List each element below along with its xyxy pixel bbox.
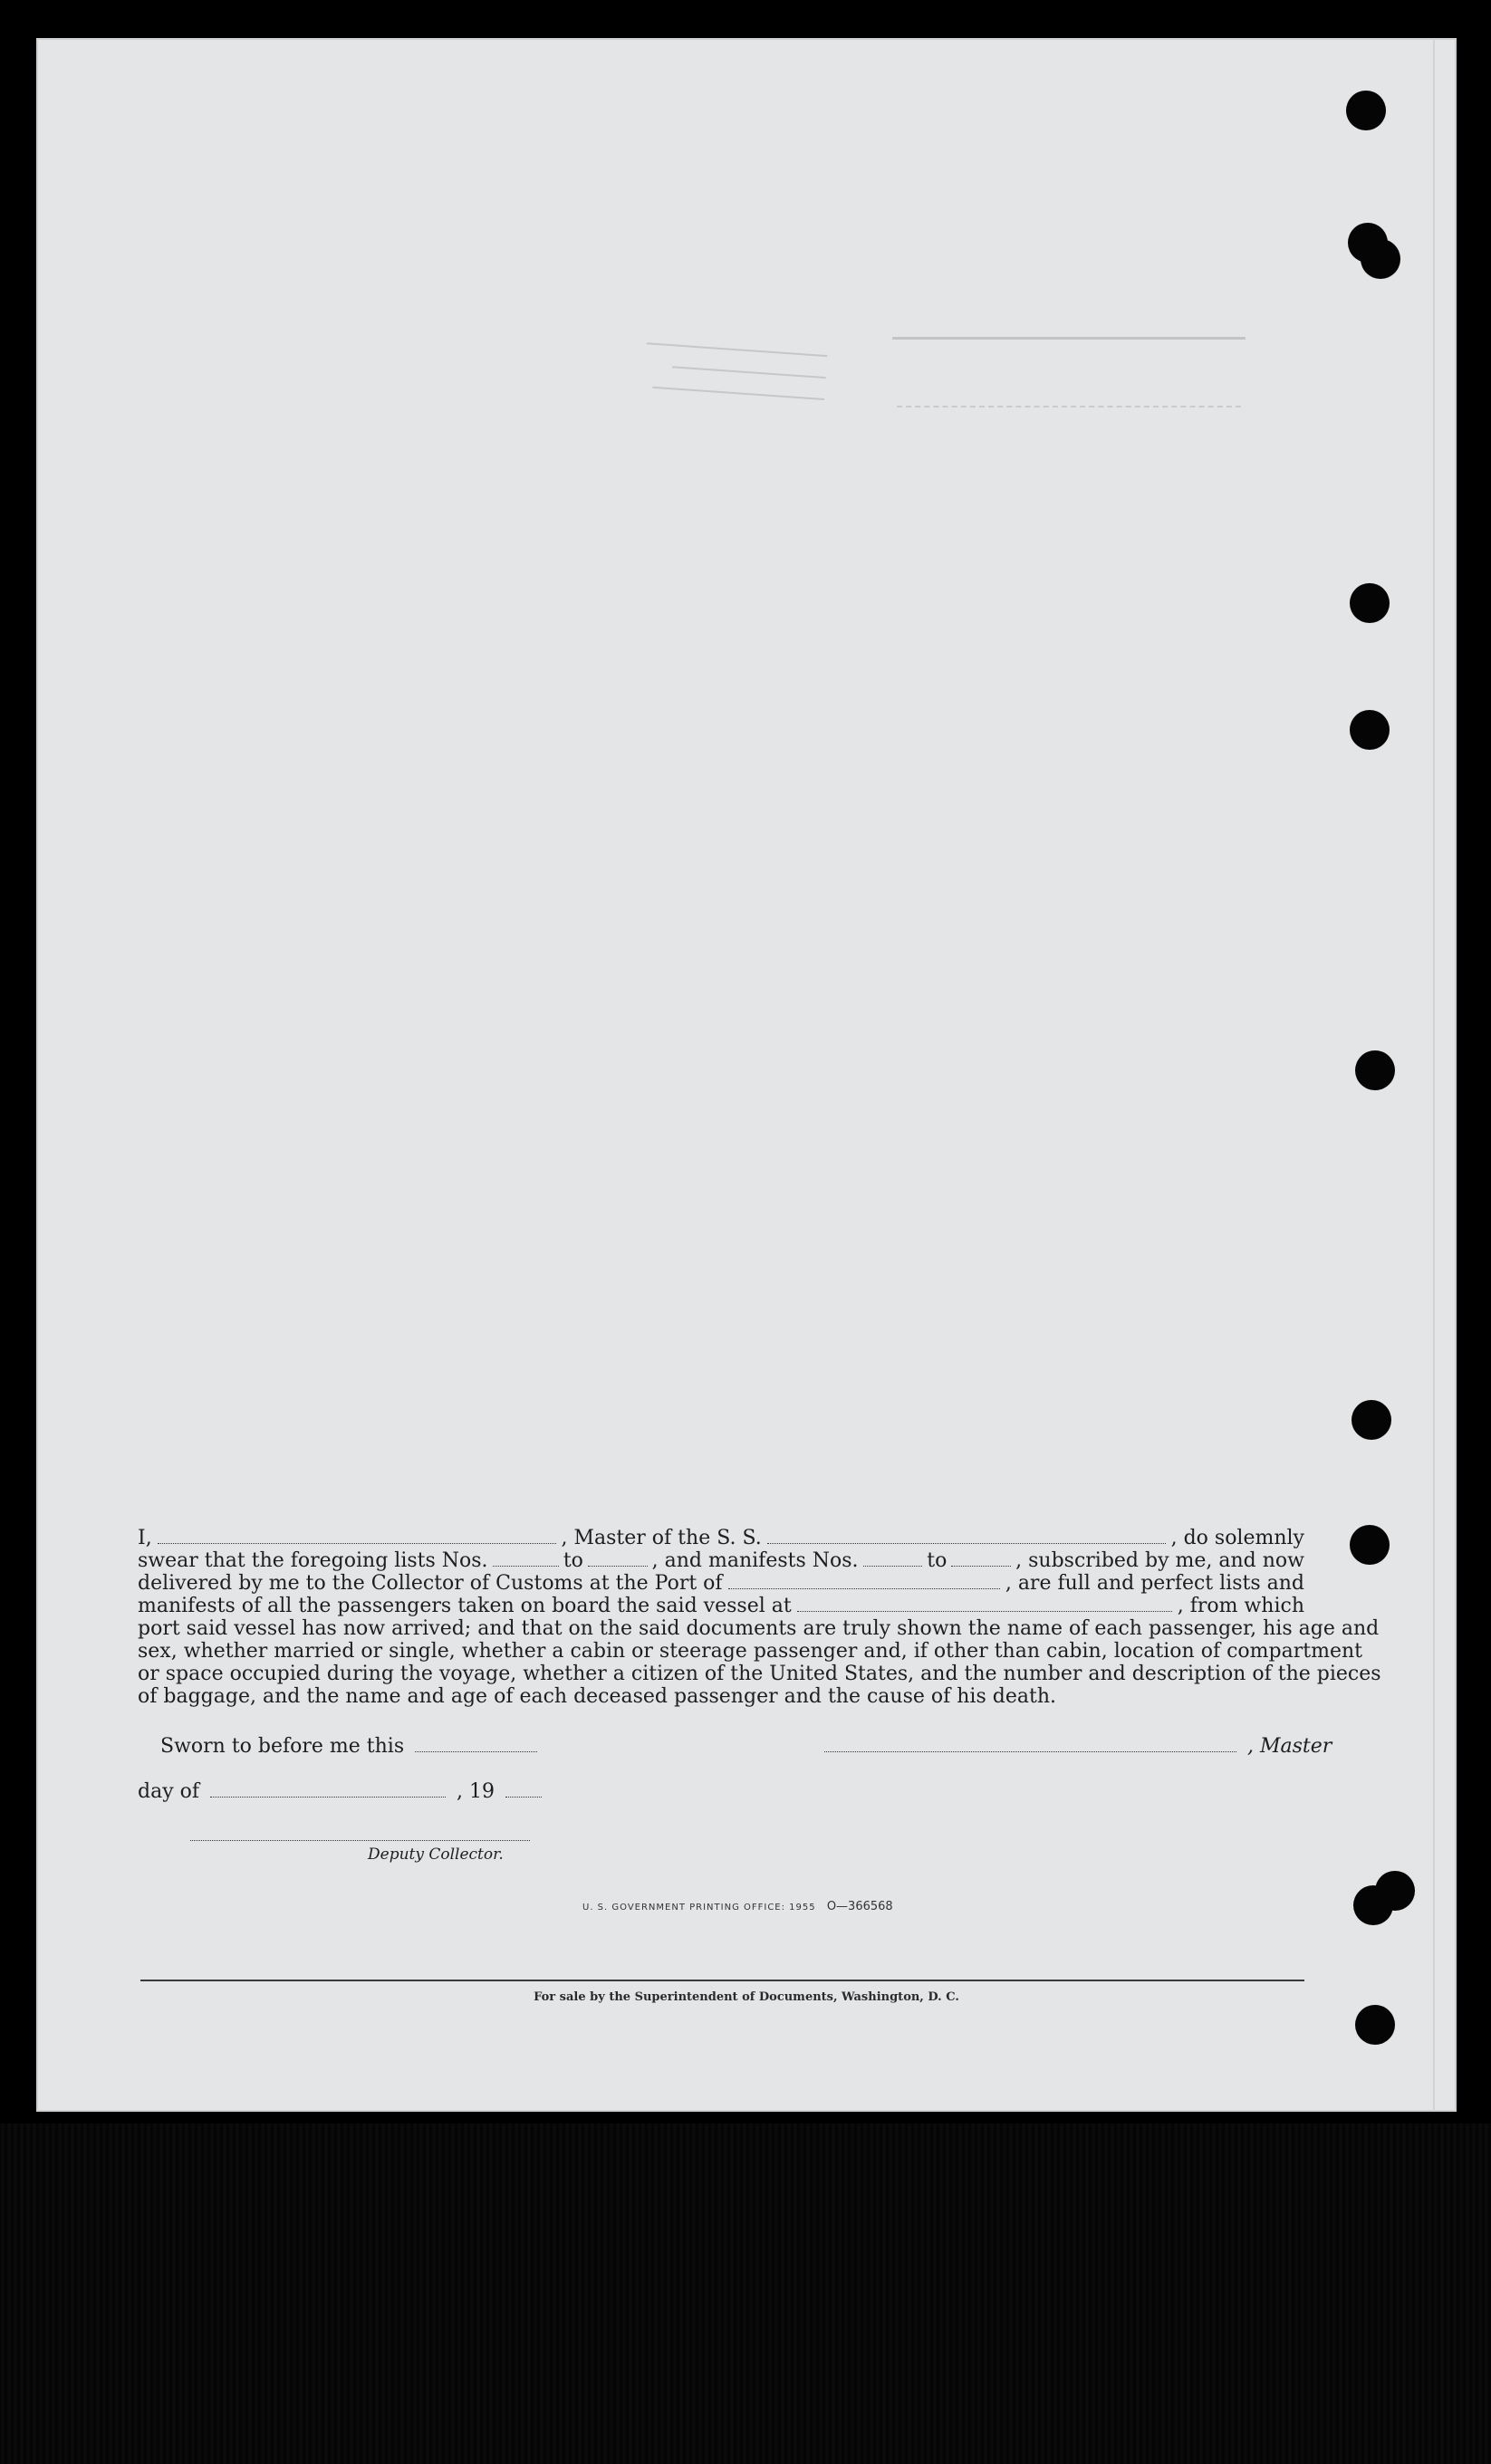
oath-text: , subscribed by me, and now	[1015, 1549, 1304, 1572]
oath-text: manifests of all the passengers taken on board the said vessel at	[138, 1595, 792, 1617]
oath-text: , are full and perfect lists and	[1005, 1572, 1304, 1595]
punch-hole	[1350, 583, 1390, 623]
sworn-row	[160, 1735, 542, 1758]
punch-hole	[1353, 1885, 1393, 1925]
manifest-to-blank[interactable]	[951, 1565, 1011, 1567]
manifest-from-blank[interactable]	[863, 1565, 923, 1567]
oath-line-1	[138, 1527, 1304, 1549]
scanner-background	[0, 2124, 1491, 2464]
punch-hole	[1355, 1050, 1395, 1090]
punch-hole	[1352, 1400, 1391, 1440]
master-signature-row	[820, 1735, 1332, 1758]
sale-notice: For sale by the Superintendent of Documents, Washington, D. C.	[534, 1990, 959, 2004]
oath-text: to	[927, 1549, 948, 1572]
gpo-line	[582, 1900, 893, 1913]
oath-text: to	[563, 1549, 583, 1572]
master-oath-paragraph	[138, 1527, 1381, 1708]
list-to-blank[interactable]	[588, 1565, 648, 1567]
oath-text: , from which	[1177, 1595, 1304, 1617]
sworn-day-blank[interactable]	[415, 1750, 537, 1752]
port-blank[interactable]	[728, 1587, 1000, 1589]
punch-hole	[1346, 91, 1386, 130]
departure-port-blank[interactable]	[797, 1610, 1172, 1612]
punch-hole	[1361, 239, 1400, 279]
vessel-name-blank[interactable]	[767, 1542, 1166, 1544]
oath-text: delivered by me to the Collector of Customs at the Port of	[138, 1572, 723, 1595]
oath-line-6: sex, whether married or single, whether a cabin or steerage passenger and, if other than cabin, location of compartment	[138, 1640, 1362, 1663]
punch-hole	[1350, 1525, 1390, 1565]
bleed-through-heading	[892, 321, 1246, 340]
deputy-collector-label: Deputy Collector.	[368, 1846, 504, 1864]
oath-line-8: of baggage, and the name and age of each deceased passenger and the cause of his death.	[138, 1685, 1056, 1708]
oath-text: , Master of the S. S.	[561, 1527, 762, 1549]
gpo-number: O—366568	[826, 1900, 893, 1913]
oath-line-5: port said vessel has now arrived; and that on the said documents are truly shown the name of each passenger, his age and	[138, 1617, 1380, 1640]
year-blank[interactable]	[505, 1796, 542, 1798]
page-fold-line	[1433, 38, 1435, 2112]
gpo-text: U. S. GOVERNMENT PRINTING OFFICE: 1955	[582, 1903, 816, 1913]
sworn-label: Sworn to before me this	[160, 1735, 405, 1758]
footer-rule	[140, 1980, 1304, 1981]
punch-hole	[1350, 710, 1390, 750]
punch-hole	[1355, 2005, 1395, 2045]
oath-line-3	[138, 1572, 1304, 1595]
bleed-through-subheading	[897, 393, 1241, 407]
oath-text: swear that the foregoing lists Nos.	[138, 1549, 488, 1572]
oath-line-4	[138, 1595, 1304, 1617]
oath-line-2	[138, 1549, 1304, 1572]
month-blank[interactable]	[210, 1796, 446, 1798]
master-signature-blank[interactable]	[824, 1750, 1236, 1752]
master-name-blank[interactable]	[158, 1542, 556, 1544]
oath-text: I,	[138, 1527, 152, 1549]
day-of-label: day of	[138, 1780, 200, 1803]
document-page	[36, 38, 1457, 2112]
oath-line-7: or space occupied during the voyage, whether a citizen of the United States, and the number and description of the pieces	[138, 1663, 1381, 1685]
year-label: , 19	[457, 1780, 495, 1803]
day-of-row	[138, 1780, 546, 1803]
deputy-signature-line[interactable]	[190, 1840, 530, 1841]
bleed-through-stamp	[612, 330, 829, 462]
oath-text: , and manifests Nos.	[651, 1549, 859, 1572]
master-label: , Master	[1247, 1735, 1332, 1758]
oath-text: , do solemnly	[1170, 1527, 1304, 1549]
list-from-blank[interactable]	[493, 1565, 559, 1567]
